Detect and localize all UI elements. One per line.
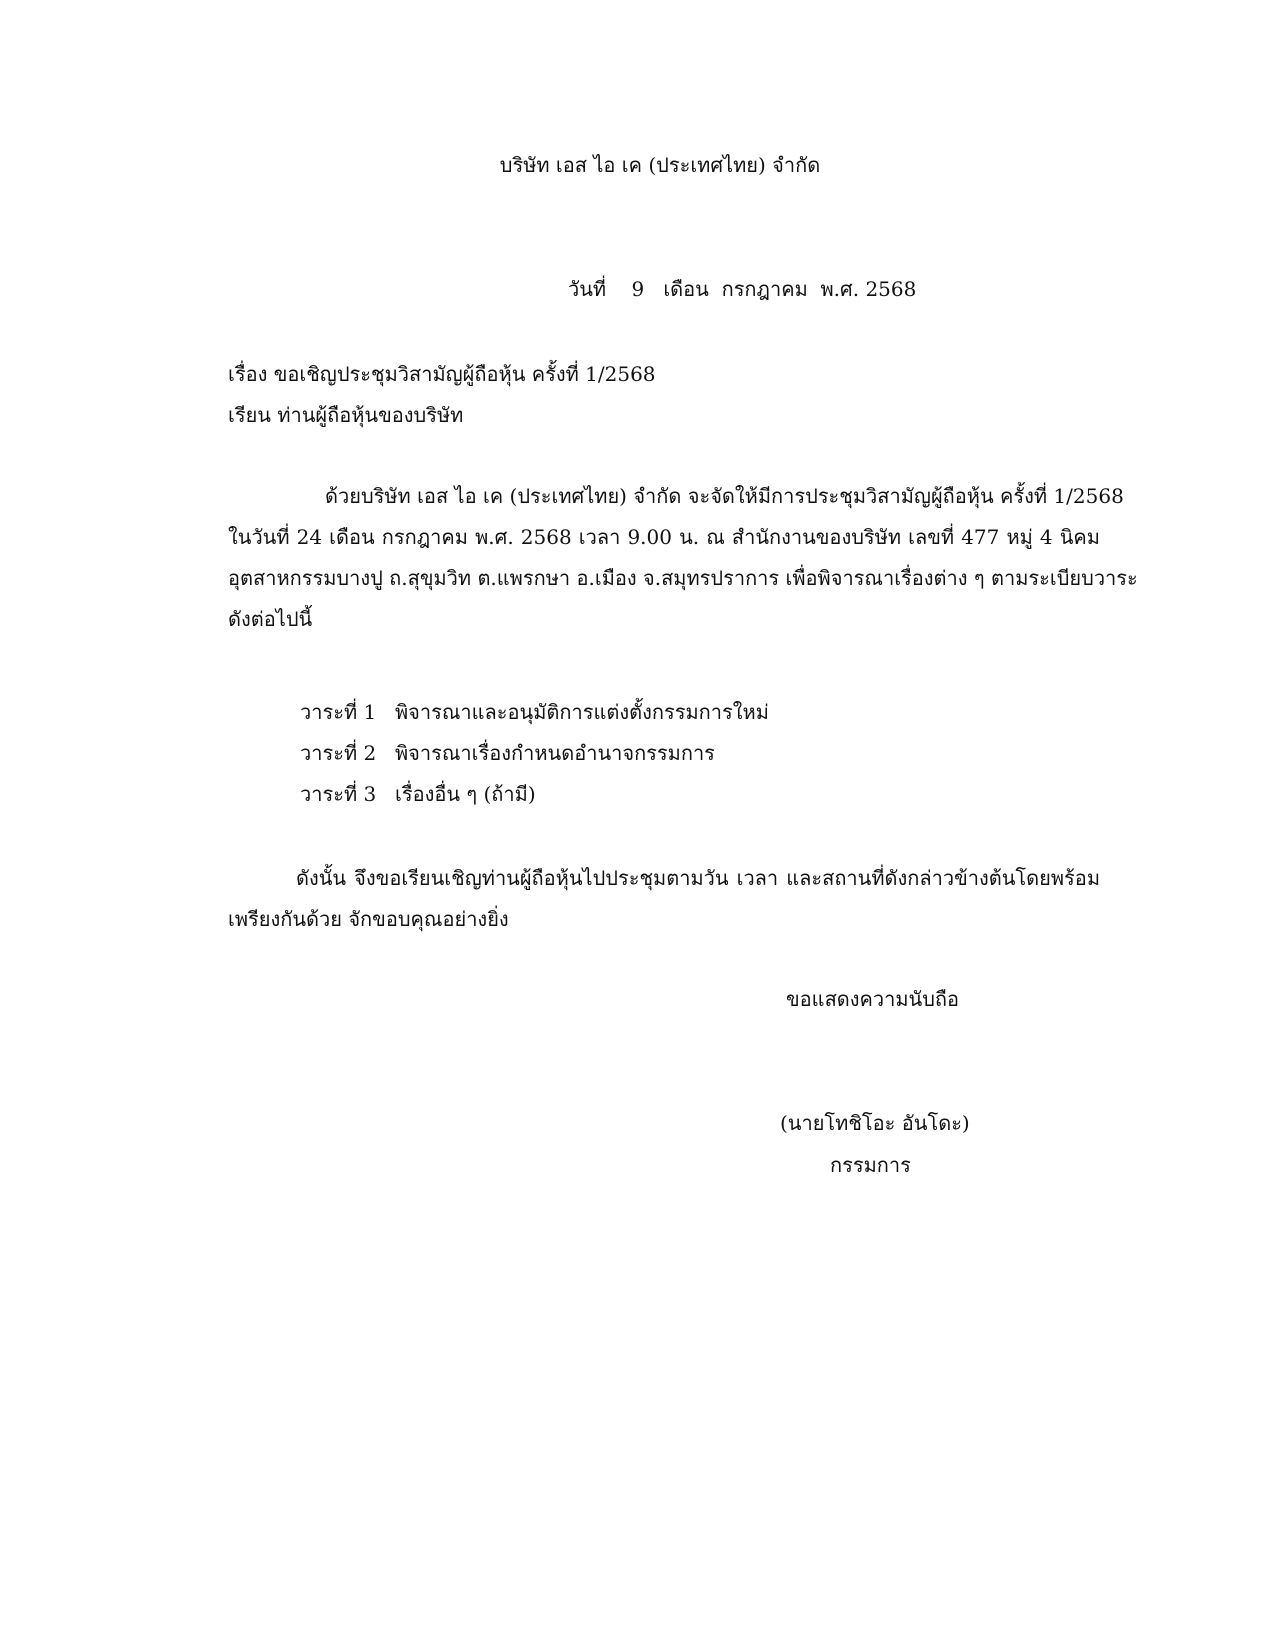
- complimentary-close: ขอแสดงความนับถือ: [786, 987, 960, 1011]
- letter-salutation: เรียน ท่านผู้ถือหุ้นของบริษัท: [228, 403, 464, 427]
- paragraph-line: ด้วยบริษัท เอส ไอ เค (ประเทศไทย) จำกัด จะจัดให้มีการประชุมวิสามัญผู้ถือหุ้น ครั้งที่ 1/2568: [325, 484, 1124, 508]
- date-month: กรกฎาคม: [721, 277, 808, 301]
- paragraph-line: เพรียงกันด้วย จักขอบคุณอย่างยิ่ง: [228, 907, 509, 931]
- invitation-paragraph: [228, 476, 1138, 640]
- date-day-label: วันที่: [568, 277, 607, 301]
- agenda-item: [300, 692, 769, 733]
- date-day: 9: [631, 277, 645, 301]
- agenda-text: เรื่องอื่น ๆ (ถ้ามี): [395, 782, 536, 806]
- date-month-label: เดือน: [663, 277, 709, 301]
- date-year-label: พ.ศ.: [820, 277, 860, 301]
- agenda-number: วาระที่ 2: [300, 741, 377, 765]
- letter-subject: เรื่อง ขอเชิญประชุมวิสามัญผู้ถือหุ้น ครั้งที่ 1/2568: [228, 362, 656, 386]
- paragraph-line: ในวันที่ 24 เดือน กรกฎาคม พ.ศ. 2568 เวลา 9.00 น. ณ สำนักงานของบริษัท เลขที่ 477 หมู่ 4 นิคม: [228, 525, 1100, 549]
- agenda-text: พิจารณาและอนุมัติการแต่งตั้งกรรมการใหม่: [395, 700, 769, 724]
- signer-title: กรรมการ: [830, 1153, 911, 1177]
- agenda-item: [300, 774, 769, 815]
- agenda-number: วาระที่ 1: [300, 700, 377, 724]
- closing-paragraph: [228, 858, 1100, 940]
- signer-name: (นายโทชิโอะ อันโดะ): [780, 1111, 970, 1135]
- agenda-list: [300, 692, 769, 815]
- date-year: 2568: [865, 277, 917, 301]
- paragraph-line: ดังต่อไปนี้: [228, 607, 313, 631]
- letter-date: [568, 275, 916, 303]
- agenda-text: พิจารณาเรื่องกำหนดอำนาจกรรมการ: [395, 741, 715, 765]
- agenda-item: [300, 733, 769, 774]
- company-name: บริษัท เอส ไอ เค (ประเทศไทย) จำกัด: [499, 153, 821, 177]
- paragraph-line: ดังนั้น จึงขอเรียนเชิญท่านผู้ถือหุ้นไปประชุมตามวัน เวลา และสถานที่ดังกล่าวข้างต้นโดยพร้อม: [296, 866, 1100, 890]
- agenda-number: วาระที่ 3: [300, 782, 377, 806]
- paragraph-line: อุตสาหกรรมบางปู ถ.สุขุมวิท ต.แพรกษา อ.เมือง จ.สมุทรปราการ เพื่อพิจารณาเรื่องต่าง ๆ ตามระเบียบวาระ: [228, 566, 1138, 590]
